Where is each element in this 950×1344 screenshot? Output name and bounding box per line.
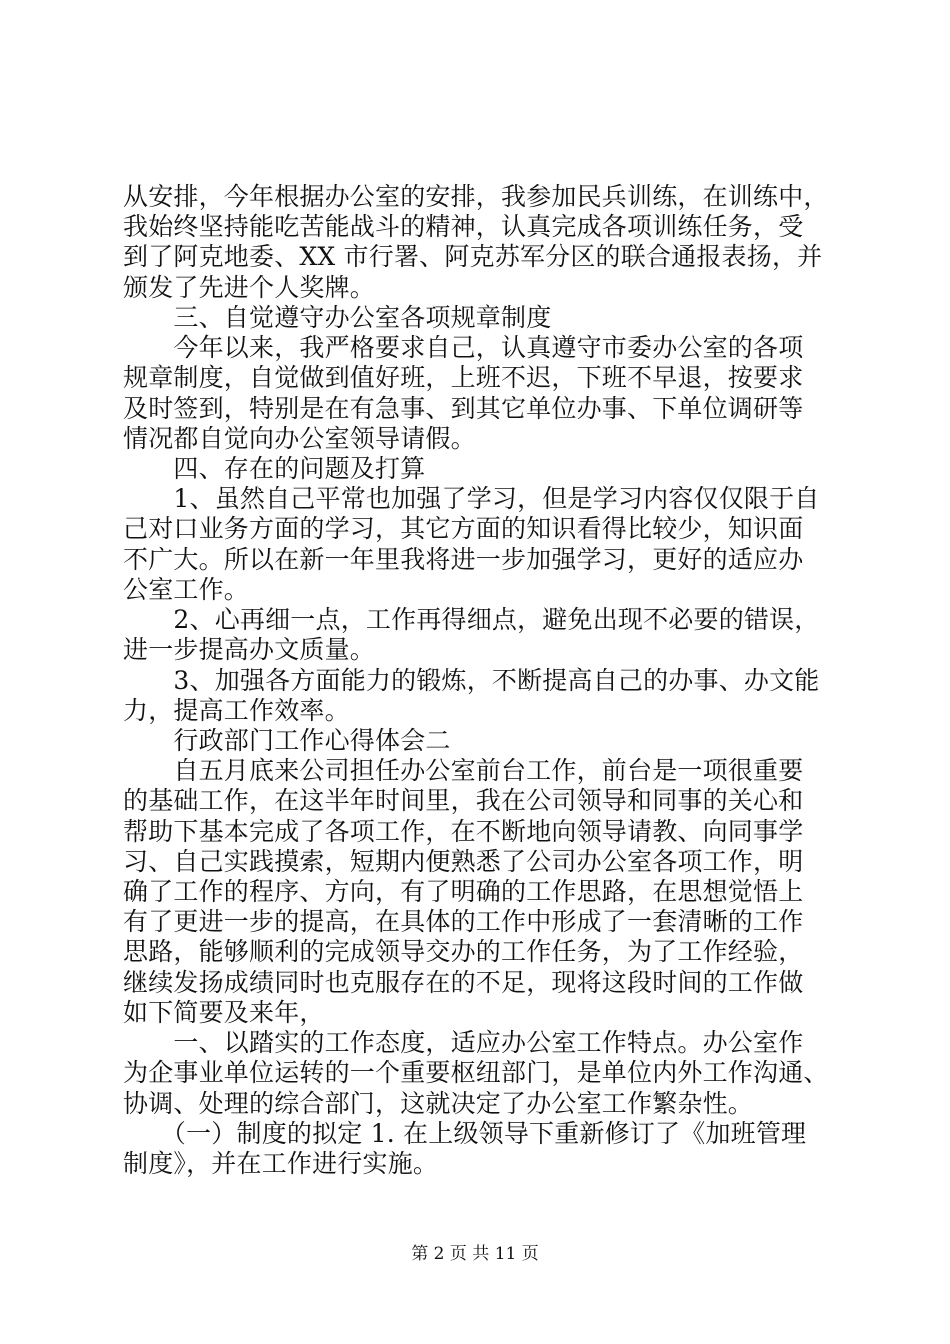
body-line: 及时签到，特别是在有急事、到其它单位办事、下单位调研等 [123,394,804,423]
body-line: 不广大。所以在新一年里我将进一步加强学习，更好的适应办 [123,545,804,574]
body-line: 到了阿克地委、XX 市行署、阿克苏军分区的联合通报表扬，并 [123,242,823,271]
page-number-footer: 第 2 页 共 11 页 [411,1244,539,1264]
section-heading: 三、自觉遵守办公室各项规章制度 [123,303,552,332]
body-line: 己对口业务方面的学习，其它方面的知识看得比较少，知识面 [123,514,804,543]
body-line: 进一步提高办文质量。 [123,635,376,664]
section-heading: 行政部门工作心得体会二 [123,726,451,755]
section-heading: 四、存在的问题及打算 [123,454,426,483]
body-line: 今年以来，我严格要求自己，认真遵守市委办公室的各项 [123,333,804,362]
body-line: 从安排，今年根据办公室的安排，我参加民兵训练，在训练中， [123,182,829,211]
body-line: 规章制度，自觉做到值好班，上班不迟，下班不早退，按要求 [123,363,804,392]
body-line: 公室工作。 [123,575,250,604]
body-line: 制度》，并在工作进行实施。 [123,1149,439,1178]
body-line: 我始终坚持能吃苦能战斗的精神，认真完成各项训练任务，受 [123,212,804,241]
body-line: 一、以踏实的工作态度，适应办公室工作特点。办公室作 [123,1028,804,1057]
body-line: 的基础工作，在这半年时间里，我在公司领导和同事的关心和 [123,786,804,815]
body-line: 习、自己实践摸索，短期内便熟悉了公司办公室各项工作，明 [123,847,804,876]
body-line: 帮助下基本完成了各项工作，在不断地向领导请教、向同事学 [123,817,804,846]
body-line: 确了工作的程序、方向，有了明确的工作思路，在思想觉悟上 [123,877,804,906]
body-line: 如下简要及来年， [123,998,325,1027]
body-line: 协调、处理的综合部门，这就决定了办公室工作繁杂性。 [123,1089,754,1118]
body-line: 情况都自觉向办公室领导请假。 [123,424,476,453]
body-line: 继续发扬成绩同时也克服存在的不足，现将这段时间的工作做 [123,968,804,997]
body-line: 力，提高工作效率。 [123,696,350,725]
body-line: 2、心再细一点，工作再得细点，避免出现不必要的错误， [123,605,820,634]
body-line: （一）制度的拟定 1. 在上级领导下重新修订了《加班管理 [123,1119,807,1148]
body-line: 为企事业单位运转的一个重要枢纽部门，是单位内外工作沟通、 [123,1058,829,1087]
body-line: 思路，能够顺利的完成领导交办的工作任务，为了工作经验， [123,937,804,966]
body-line: 3、加强各方面能力的锻炼，不断提高自己的办事、办文能 [123,666,820,695]
body-line: 有了更进一步的提高，在具体的工作中形成了一套清晰的工作 [123,907,804,936]
body-line: 自五月底来公司担任办公室前台工作，前台是一项很重要 [123,756,804,785]
body-line: 颁发了先进个人奖牌。 [123,273,376,302]
body-line: 1、虽然自己平常也加强了学习，但是学习内容仅仅限于自 [123,484,820,513]
